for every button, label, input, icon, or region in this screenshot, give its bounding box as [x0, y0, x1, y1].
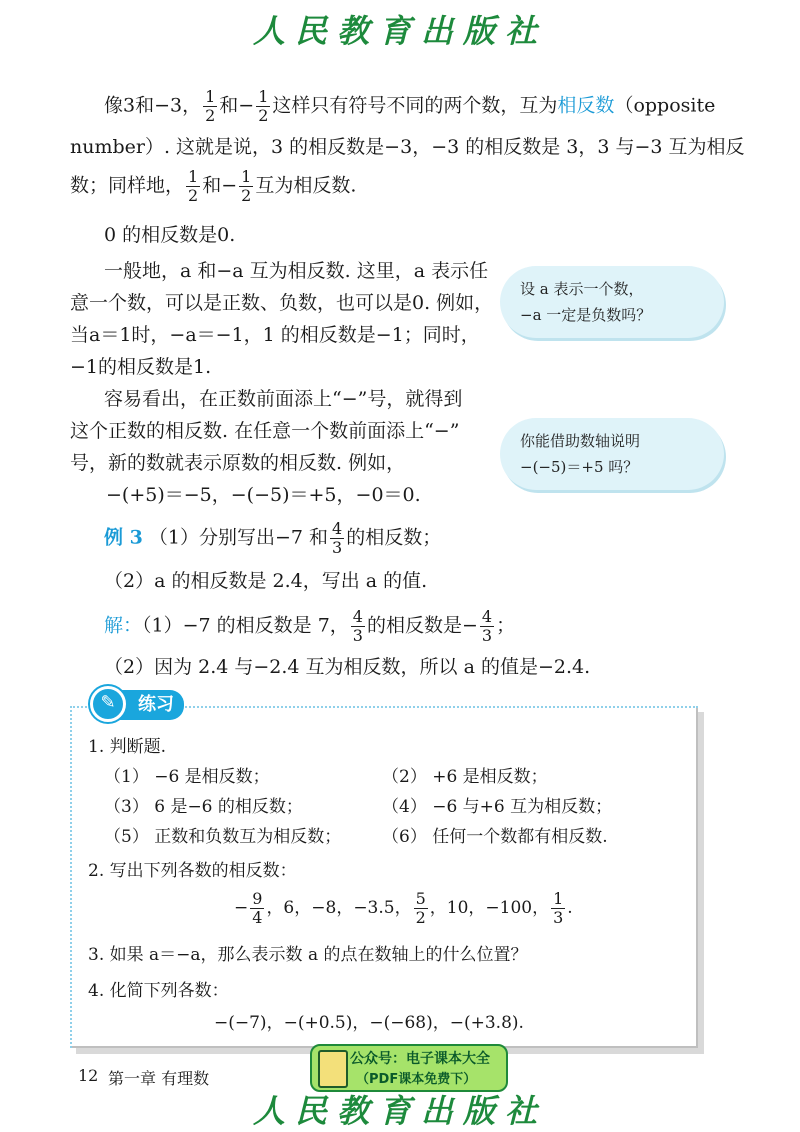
num: 4: [332, 519, 343, 538]
exercise-q2: 2. 写出下列各数的相反数：: [88, 861, 297, 881]
exercise-q1-item: （3） 6 是−6 的相反数；: [104, 797, 303, 817]
book-icon: [318, 1050, 348, 1088]
text: （1）−7 的相反数是 7，: [142, 614, 349, 637]
text: 的相反数是−: [366, 614, 478, 637]
promo-line2: （PDF课本免费下）: [356, 1072, 477, 1087]
den: 2: [241, 186, 252, 205]
para4-line1: 容易看出，在正数前面添上“−”号，就得到: [104, 388, 463, 410]
num: 1: [258, 87, 269, 106]
fraction-four-thirds: [351, 608, 365, 645]
text: 像3和−3，: [104, 94, 202, 117]
exercise-q4-list: −(−7)，−(+0.5)，−(−68)，−(+3.8).: [214, 1013, 524, 1033]
chapter-label: 第一章 有理数: [108, 1069, 210, 1088]
exercise-q1-item: （4） −6 与+6 互为相反数；: [382, 797, 613, 817]
side-note-1: [500, 266, 724, 338]
den: 3: [352, 626, 363, 645]
example3-q2: （2）a 的相反数是 2.4，写出 a 的值.: [104, 570, 428, 592]
fraction-four-thirds: [330, 520, 344, 557]
para4-example: −(+5)＝−5，−(−5)＝+5，−0＝0.: [106, 484, 421, 506]
para4-line2: 这个正数的相反数. 在任意一个数前面添上“−”: [70, 420, 460, 442]
text: ，6，−8，−3.5，: [266, 898, 412, 918]
den: 4: [252, 908, 263, 927]
para1-line2: number）. 这就是说，3 的相反数是−3，−3 的相反数是 3，3 与−3 互为相反: [70, 136, 745, 158]
fraction-half: [186, 168, 200, 205]
promo-line1: 公众号：电子课本大全: [350, 1051, 490, 1067]
num: 1: [188, 167, 199, 186]
exercise-title-text: 练习: [138, 694, 174, 715]
para2: 0 的相反数是0.: [104, 224, 236, 246]
text: 的相反数；: [346, 526, 442, 549]
den: 2: [258, 106, 269, 125]
exercise-q1: 1. 判断题.: [88, 737, 167, 757]
side-note-line: 你能借助数轴说明: [520, 432, 641, 450]
para3-line3: 当a＝1时，−a＝−1，1 的相反数是−1；同时，: [70, 324, 480, 346]
exercise-q1-item: （1） −6 是相反数；: [104, 767, 270, 787]
side-note-line: −a 一定是负数吗？: [520, 306, 652, 324]
example3-q1: [104, 520, 441, 557]
text: ，10，−100，: [429, 898, 550, 918]
text: .: [567, 898, 573, 918]
para3-line2: 意一个数，可以是正数、负数，也可以是0. 例如，: [70, 292, 494, 314]
num: 9: [252, 889, 263, 908]
fraction-half: [239, 168, 253, 205]
den: 3: [553, 908, 564, 927]
para4-line3: 号，新的数就表示原数的相反数. 例如，: [70, 452, 406, 474]
para3-line1: 一般地，a 和−a 互为相反数. 这里，a 表示任: [104, 260, 489, 282]
para1-line1: [104, 88, 715, 125]
side-note-2: [500, 418, 724, 490]
pencil-icon: ✎: [90, 686, 126, 722]
num: 1: [205, 87, 216, 106]
solution-label: 解：: [104, 614, 143, 637]
publisher-logo-bottom: 人民教育出版社: [252, 1092, 547, 1130]
den: 2: [205, 106, 216, 125]
num: 4: [352, 607, 363, 626]
term-opposite-number: 相反数: [557, 94, 615, 117]
exercise-q2-list: [234, 890, 573, 927]
text: （1）分别写出−7 和: [148, 526, 329, 549]
text: −: [234, 898, 249, 918]
text: 和−: [202, 174, 238, 197]
side-note-line: 设 a 表示一个数，: [520, 280, 644, 298]
para1-line3: [70, 168, 356, 205]
fraction-half: [256, 88, 270, 125]
fraction-four-thirds: [480, 608, 494, 645]
fraction-half: [203, 88, 217, 125]
num: 1: [241, 167, 252, 186]
example-label: 例 3: [104, 526, 143, 549]
den: 3: [332, 538, 343, 557]
promo-badge: [310, 1044, 508, 1092]
example3-solution2: （2）因为 2.4 与−2.4 互为相反数，所以 a 的值是−2.4.: [104, 656, 591, 678]
exercise-q4: 4. 化简下列各数：: [88, 981, 229, 1001]
text: 数；同样地，: [70, 174, 185, 197]
page-number: 12: [78, 1066, 99, 1085]
fraction: [551, 890, 565, 927]
text: 和−: [219, 94, 255, 117]
text: 互为相反数.: [255, 174, 357, 197]
fraction: [414, 890, 428, 927]
exercise-q1-item: （5） 正数和负数互为相反数；: [104, 827, 342, 847]
exercise-q1-item: （2） +6 是相反数；: [382, 767, 548, 787]
publisher-logo-top: 人民教育出版社: [252, 12, 547, 50]
para3-line4: −1的相反数是1.: [70, 356, 212, 378]
den: 2: [415, 908, 426, 927]
exercise-q1-item: （6） 任何一个数都有相反数.: [382, 827, 608, 847]
exercise-q3: 3. 如果 a＝−a，那么表示数 a 的点在数轴上的什么位置？: [88, 945, 528, 965]
den: 2: [188, 186, 199, 205]
text: ；: [496, 614, 516, 637]
num: 1: [553, 889, 564, 908]
num: 5: [415, 889, 426, 908]
num: 4: [481, 607, 493, 626]
fraction: [250, 890, 264, 927]
side-note-line: −(−5)＝+5 吗？: [520, 458, 639, 476]
text: 这样只有符号不同的两个数，互为: [272, 94, 558, 117]
example3-solution1: [104, 608, 515, 645]
den: 3: [481, 626, 493, 645]
english-term: （opposite: [614, 94, 716, 117]
